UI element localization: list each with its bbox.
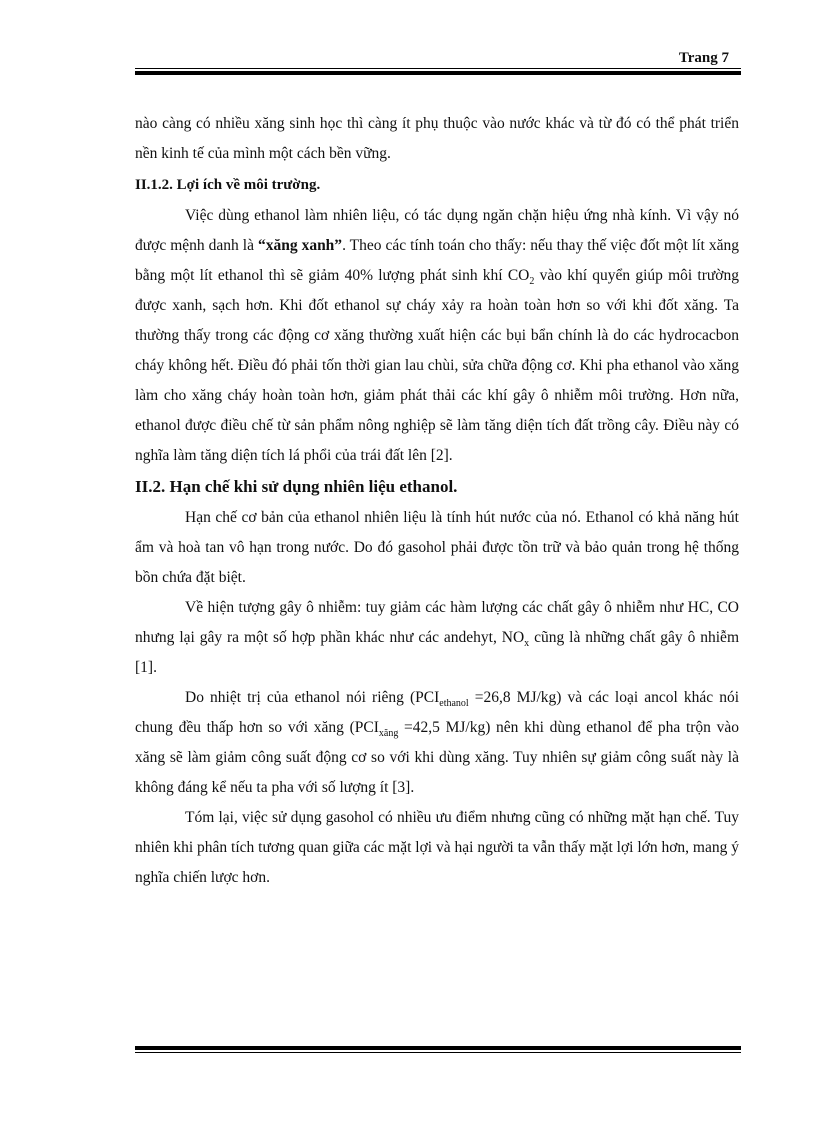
highlight-term: “xăng xanh” bbox=[257, 237, 343, 254]
paragraph-summary: Tóm lại, việc sử dụng gasohol có nhiều ưu điểm nhưng cũng có những mặt hạn chế. Tuy nhiên khi phân tích tương quan giữa các mặt lợi và hại người ta vẫn thấy mặt lợi lớn hơn, mang ý nghĩa chiến lược hơn. bbox=[135, 809, 739, 886]
section-heading-environment: II.1.2. Lợi ích về môi trường. bbox=[135, 177, 321, 193]
page-number: Trang 7 bbox=[678, 50, 729, 66]
paragraph-calorific-value bbox=[135, 683, 739, 803]
text-span: Về hiện tượng gây ô nhiễm: tuy giảm các hàm lượng các chất gây ô nhiễm như HC, CO nhưng lại gây ra một số hợp phần khác như các andehyt, NO bbox=[135, 599, 739, 646]
text-span: cũng là những chất gây ô nhiễm [1]. bbox=[135, 629, 739, 676]
footer-rule bbox=[135, 1046, 741, 1056]
subscript: x bbox=[524, 638, 530, 650]
document-body bbox=[135, 109, 739, 893]
subscript: xăng bbox=[378, 728, 399, 740]
subscript: ethanol bbox=[439, 698, 469, 710]
text-span: vào khí quyển giúp môi trường được xanh, sạch hơn. Khi đốt ethanol sự cháy xảy ra hoàn toàn hơn so với khi đốt xăng. Ta thường thấy trong các động cơ xăng thường xuất hiện các bụi bẩn chính là do các hydrocacbon cháy không hết. Điều đó phải tốn thời gian lau chùi, sửa chữa động cơ. Khi pha ethanol vào xăng làm cho xăng cháy hoàn toàn hơn, giảm phát thải các khí gây ô nhiễm môi trường. Hơn nữa, ethanol được điều chế từ sản phẩm nông nghiệp sẽ làm tăng diện tích đất trồng cây. Điều này có nghĩa làm tăng diện tích lá phổi của trái đất lên [2]. bbox=[135, 267, 739, 464]
text-span: =26,8 MJ/kg) và các loại ancol khác nói chung đều thấp hơn so với xăng (PCI bbox=[135, 689, 740, 736]
text-span: Việc dùng ethanol làm nhiên liệu, có tác dụng ngăn chặn hiệu ứng nhà kính. Vì vậy nó được mệnh danh là bbox=[135, 207, 739, 254]
text-span: Do nhiệt trị của ethanol nói riêng (PCI bbox=[185, 689, 440, 706]
paragraph-pollution bbox=[135, 593, 739, 683]
text-span: . Theo các tính toán cho thấy: nếu thay thế việc đốt một lít xăng bằng một lít ethanol thì sẽ giảm 40% lượng phát sinh khí CO bbox=[135, 237, 739, 284]
paragraph-environment bbox=[135, 201, 739, 471]
header-rule bbox=[135, 68, 741, 78]
text-span: =42,5 MJ/kg) nên khi dùng ethanol để pha trộn vào xăng sẽ làm giảm công suất động cơ so với khi dùng xăng. Tuy nhiên sự giảm công suất này là không đáng kể nếu ta pha với số lượng ít [3]. bbox=[135, 719, 739, 796]
section-heading-limitations: II.2. Hạn chế khi sử dụng nhiên liệu ethanol. bbox=[135, 477, 458, 496]
subscript: 2 bbox=[529, 276, 535, 288]
paragraph-continuation: nào càng có nhiều xăng sinh học thì càng ít phụ thuộc vào nước khác và từ đó có thể phát triển nền kinh tế của mình một cách bền vững. bbox=[135, 115, 739, 162]
paragraph-water-absorption: Hạn chế cơ bản của ethanol nhiên liệu là tính hút nước của nó. Ethanol có khả năng hút ẩm và hoà tan vô hạn trong nước. Do đó gasohol phải được tồn trữ và bảo quản trong hệ thống bồn chứa đặt biệt. bbox=[135, 509, 739, 586]
